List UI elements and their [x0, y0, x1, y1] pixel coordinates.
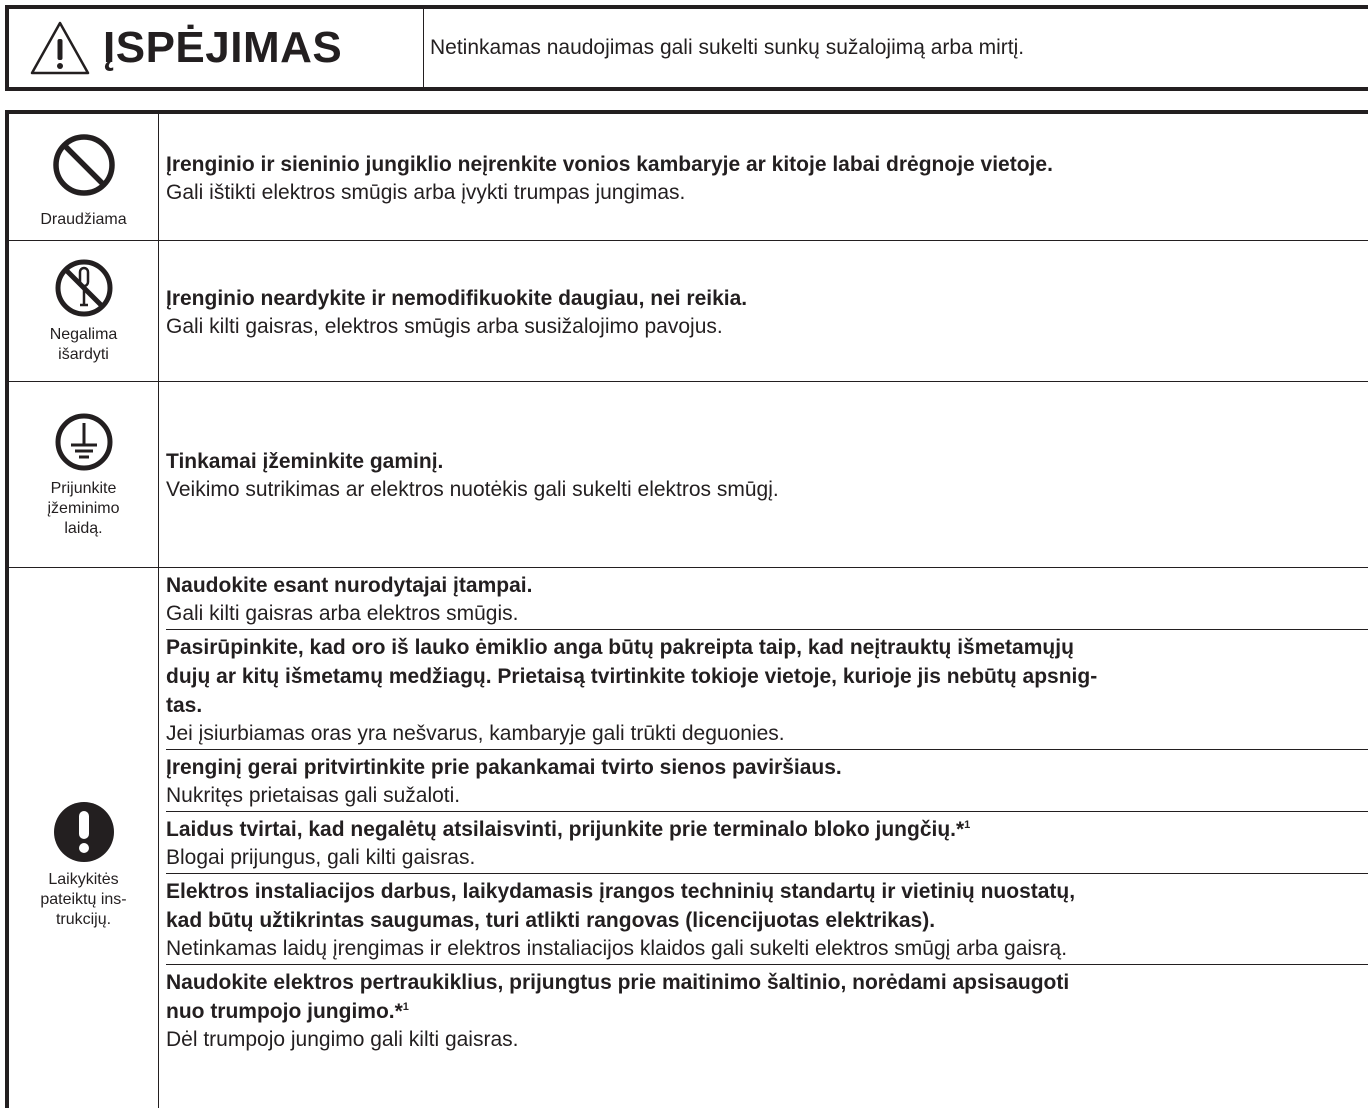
- list-item: [166, 630, 1368, 750]
- icon-label: Prijunkite: [50, 479, 117, 497]
- warning-statement-line: Pasirūpinkite, kad oro iš lauko ėmiklio anga būtų pakreipta taip, kad neįtrauktų išmetamųjų: [166, 636, 1074, 659]
- icon-cell: [9, 382, 159, 567]
- warning-triangle-icon: [29, 20, 91, 76]
- content-cell: [159, 568, 1368, 1108]
- warning-statement-line: [166, 997, 1368, 1026]
- warning-statement: Naudokite esant nurodytajai įtampai.: [166, 574, 533, 597]
- list-item: [166, 965, 1368, 1055]
- list-item: [166, 281, 1368, 342]
- icon-cell: [9, 114, 159, 240]
- table-row: [9, 114, 1368, 241]
- warning-statement: Įrenginio neardykite ir nemodifikuokite daugiau, nei reikia.: [166, 286, 748, 310]
- icon-label: išardyti: [58, 346, 109, 363]
- warning-statement-line: dujų ar kitų išmetamų medžiagų. Prietaisą tvirtinkite tokioje vietoje, kurioje jis nebūtų apsnig-: [166, 665, 1098, 688]
- list-item: [166, 812, 1368, 874]
- footnote-marker: 1: [964, 819, 971, 831]
- icon-cell: [9, 241, 159, 381]
- warning-consequence: Netinkamas laidų įrengimas ir elektros instaliacijos klaidos gali sukelti elektros smūgį arba gaisrą.: [166, 937, 1068, 960]
- warning-statement-line: Naudokite elektros pertraukiklius, prijungtus prie maitinimo šaltinio, norėdami apsisaugoti: [166, 971, 1070, 994]
- warning-statement-line: Elektros instaliacijos darbus, laikydamasis įrangos techninių standartų ir vietinių nuostatų,: [166, 880, 1076, 903]
- warning-consequence: Gali ištikti elektros smūgis arba įvykti trumpas jungimas.: [166, 180, 686, 204]
- table-row: [9, 382, 1368, 568]
- list-item: [166, 750, 1368, 812]
- list-item: [166, 444, 1368, 505]
- warning-consequence: Blogai prijungus, gali kilti gaisras.: [166, 846, 476, 869]
- warning-title-cell: [9, 9, 424, 87]
- warning-consequence: Jei įsiurbiamas oras yra nešvarus, kambaryje gali trūkti deguonies.: [166, 722, 785, 745]
- content-cell: [159, 114, 1368, 240]
- ground-connection-icon: [53, 411, 115, 473]
- prohibition-icon: [51, 132, 117, 198]
- table-row: [9, 568, 1368, 1108]
- warning-consequence: Veikimo sutrikimas ar elektros nuotėkis gali sukelti elektros smūgį.: [166, 478, 779, 501]
- warning-description: Netinkamas naudojimas gali sukelti sunkų sužalojimą arba mirtį.: [430, 36, 1025, 59]
- warning-consequence: Nukritęs prietaisas gali sužaloti.: [166, 784, 461, 807]
- footnote-marker: 1: [402, 1001, 409, 1013]
- icon-label: Negalima: [49, 326, 118, 343]
- warning-statement: Tinkamai įžeminkite gaminį.: [166, 450, 444, 473]
- warning-consequence: Dėl trumpojo jungimo gali kilti gaisras.: [166, 1028, 519, 1051]
- content-cell: [159, 382, 1368, 567]
- warning-table: [5, 110, 1368, 1108]
- content-cell: [159, 241, 1368, 381]
- warning-statement-text: nuo trumpojo jungimo.*: [166, 1000, 403, 1023]
- list-item: [166, 147, 1368, 208]
- icon-label: laidą.: [64, 519, 103, 537]
- icon-label: trukcijų.: [55, 911, 112, 928]
- warning-statement: Įrenginį gerai pritvirtinkite prie pakankamai tvirto sienos paviršiaus.: [166, 756, 842, 779]
- warning-statement: [166, 815, 1368, 844]
- list-item: [166, 568, 1368, 630]
- icon-label: Draudžiama: [40, 211, 127, 228]
- mandatory-instruction-icon: [52, 800, 116, 864]
- icon-label: Laikykitės: [48, 871, 119, 888]
- warning-consequence: Gali kilti gaisras, elektros smūgis arba susižalojimo pavojus.: [166, 314, 723, 338]
- warning-consequence: Gali kilti gaisras arba elektros smūgis.: [166, 602, 519, 625]
- icon-label: pateiktų ins-: [40, 891, 127, 908]
- list-item: [166, 874, 1368, 965]
- warning-title: ĮSPĖJIMAS: [103, 23, 343, 72]
- icon-cell: [9, 568, 159, 1108]
- warning-statement-line: tas.: [166, 694, 203, 717]
- warning-header: [5, 5, 1368, 91]
- warning-statement-line: kad būtų užtikrintas saugumas, turi atlikti rangovas (licencijuotas elektrikas).: [166, 909, 936, 932]
- table-row: [9, 241, 1368, 382]
- icon-label: įžeminimo: [47, 499, 120, 517]
- warning-statement-text: Laidus tvirtai, kad negalėtų atsilaisvinti, prijunkite prie terminalo bloko jungčių.*: [166, 818, 965, 841]
- warning-statement: Įrenginio ir sieninio jungiklio neįrenkite vonios kambaryje ar kitoje labai drėgnoje vietoje.: [166, 152, 1053, 176]
- no-disassembly-icon: [53, 257, 115, 319]
